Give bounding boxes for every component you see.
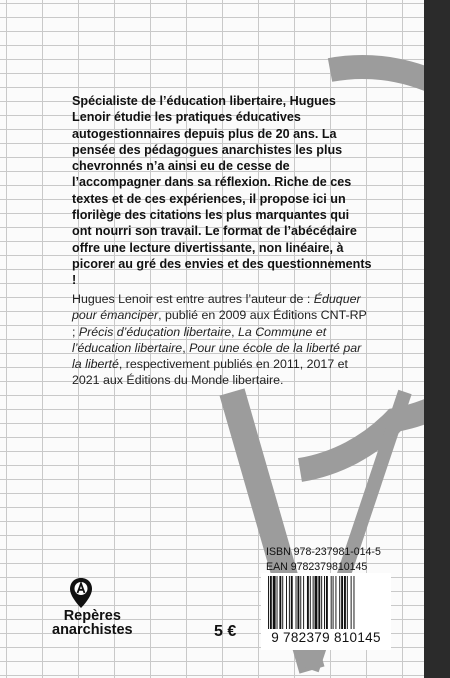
barcode-bar [339, 576, 340, 632]
price-label: 5 € [214, 623, 237, 640]
barcode-bar [303, 576, 304, 632]
author-bio [72, 291, 372, 389]
barcode-bar [286, 576, 287, 632]
barcode-bar [297, 576, 299, 632]
barcode-bar [310, 576, 311, 632]
barcode-bar [296, 576, 297, 632]
bio-title-1: Éduquer pour émanciper [72, 292, 361, 323]
barcode-bar [318, 576, 320, 632]
barcode-bar [324, 576, 325, 632]
bio-text-1: , publié en 2009 aux Éditions CNT-RP ; [72, 308, 367, 339]
isbn-block [266, 545, 381, 574]
barcode-bar [351, 576, 352, 632]
bio-text-2: , [231, 324, 238, 339]
barcode-bar [273, 576, 276, 632]
barcode-digits: 9 782379 810145 [261, 629, 391, 650]
barcode-bar [344, 576, 346, 632]
barcode-bar [347, 576, 348, 632]
logo-line-2: anarchistes [52, 622, 133, 638]
barcode-bar [279, 576, 281, 632]
isbn-number: ISBN 978-237981-014-5 [266, 546, 381, 558]
barcode-bar [333, 576, 334, 632]
ean-number: EAN 9782379810145 [266, 560, 368, 573]
bio-title-4: Pour une école de la liberté par la liberté [72, 340, 362, 372]
barcode-bar [331, 576, 332, 632]
barcode-bar [341, 576, 343, 632]
anarchy-pin-icon [69, 577, 93, 609]
book-spine-edge [424, 0, 450, 678]
barcode-bar [300, 576, 301, 632]
bio-text-4: , respectivement publiés en 2011, 2017 et 2021 aux Éditions du Monde libertaire. [72, 357, 348, 388]
bio-title-2: Précis d’éducation libertaire [78, 324, 232, 339]
bio-intro: Hugues Lenoir est entre autres l’auteur de : [72, 292, 314, 306]
barcode-bar [315, 576, 318, 632]
barcode-bar [289, 576, 290, 632]
barcode-bar [277, 576, 278, 632]
bio-title-3: La Commune et l’éducation libertaire [72, 324, 327, 355]
barcode-bar [307, 576, 309, 632]
barcode-bar [326, 576, 328, 632]
barcode-bar [291, 576, 293, 632]
barcode-bar [321, 576, 322, 632]
logo-line-1: Repères [63, 608, 121, 624]
barcode-bar [335, 576, 336, 632]
blurb-text: Spécialiste de l’éducation libertaire, Hugues Lenoir étudie les pratiques éducatives autogestionnaires depuis plus de 20 ans. La pensée des pédagogues anarchistes les plus chevronnés n’a ainsi eu de cesse de l’accompagner dans sa réflexion. Riche de ces textes et de ces expériences, il propose ici un florilège des citations les plus marquantes qui ont nourri son travail. Le format de l’abécédaire offre une lecture divertissante, non linéaire, à picorer au gré des envies et des questionnements ! [72, 94, 372, 288]
barcode-bar [282, 576, 283, 632]
collection-logo-text [52, 609, 133, 637]
bio-text-3: , [182, 340, 190, 355]
